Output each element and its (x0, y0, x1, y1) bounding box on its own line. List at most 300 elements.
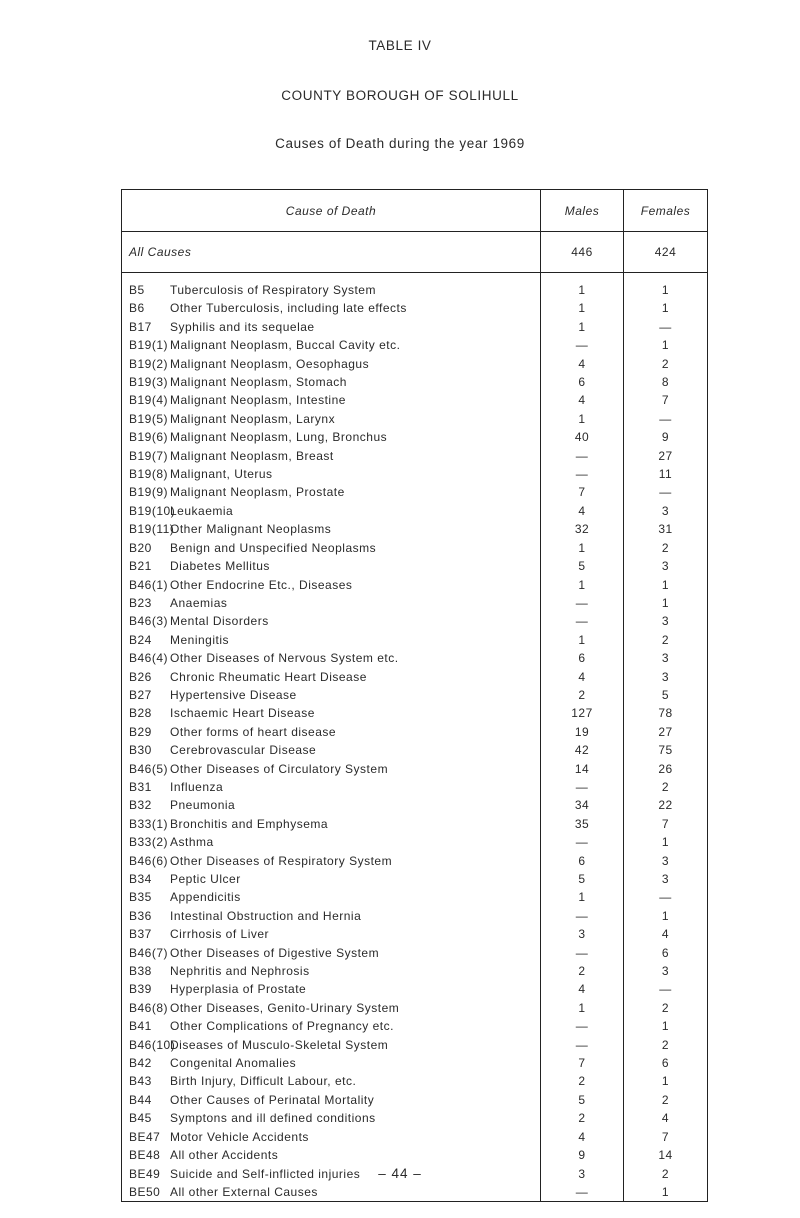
table-row (122, 502, 708, 520)
cause-name: Other Diseases of Nervous System etc. (170, 651, 399, 666)
cause-code: B46(5) (129, 761, 169, 776)
table-row (122, 299, 708, 317)
cause-name: Pneumonia (170, 798, 236, 813)
females-cell: 4 (624, 925, 708, 943)
males-cell: 1 (541, 539, 624, 557)
cause-code: B19(9) (129, 485, 169, 500)
males-cell: — (541, 447, 624, 465)
cause-cell (122, 925, 541, 943)
males-cell: 14 (541, 760, 624, 778)
females-cell: — (624, 483, 708, 501)
cause-code: B32 (129, 798, 152, 813)
females-cell: 1 (624, 594, 708, 612)
cause-code: B39 (129, 982, 152, 997)
authority-title: COUNTY BOROUGH OF SOLIHULL (281, 88, 519, 103)
cause-name: Cerebrovascular Disease (170, 743, 317, 758)
all-causes-females: 424 (624, 232, 708, 273)
cause-code: B24 (129, 632, 152, 647)
females-cell: 2 (624, 778, 708, 796)
table-row (122, 520, 708, 538)
table-row (122, 907, 708, 925)
females-cell: 6 (624, 944, 708, 962)
males-cell: 42 (541, 741, 624, 759)
females-cell: 75 (624, 741, 708, 759)
cause-cell (122, 870, 541, 888)
cause-name: Mental Disorders (170, 614, 269, 629)
males-cell: — (541, 778, 624, 796)
males-cell: 40 (541, 428, 624, 446)
cause-name: All other External Causes (170, 1184, 318, 1199)
table-row (122, 870, 708, 888)
cause-name: Suicide and Self-inflicted injuries (170, 1166, 361, 1181)
cause-code: B45 (129, 1111, 152, 1126)
cause-code: B23 (129, 595, 152, 610)
cause-cell (122, 1109, 541, 1127)
cause-cell (122, 723, 541, 741)
cause-cell (122, 410, 541, 428)
males-cell: — (541, 336, 624, 354)
table-row (122, 612, 708, 630)
cause-name: Cirrhosis of Liver (170, 927, 270, 942)
table-row (122, 1091, 708, 1109)
cause-name: Peptic Ulcer (170, 872, 241, 886)
cause-code: B19(4) (129, 393, 169, 408)
males-cell: 7 (541, 483, 624, 501)
cause-cell (122, 1072, 541, 1090)
cause-cell (122, 1183, 541, 1202)
males-cell: — (541, 1183, 624, 1202)
table-row (122, 447, 708, 465)
females-cell: 9 (624, 428, 708, 446)
females-cell: 7 (624, 815, 708, 833)
cause-code: B33(2) (129, 835, 169, 850)
cause-name: Other forms of heart disease (170, 724, 337, 739)
cause-code: B46(8) (129, 1000, 169, 1015)
cause-cell (122, 796, 541, 814)
cause-code: B46(4) (129, 651, 169, 666)
females-cell: 1 (624, 1183, 708, 1202)
cause-code: B20 (129, 540, 152, 555)
females-cell: 7 (624, 391, 708, 409)
males-cell: — (541, 944, 624, 962)
cause-code: B19(10) (129, 503, 176, 518)
table-row (122, 1036, 708, 1054)
cause-name: Malignant Neoplasm, Buccal Cavity etc. (170, 338, 401, 353)
females-cell: 1 (624, 833, 708, 851)
cause-cell (122, 465, 541, 483)
table-label: TABLE IV (368, 38, 432, 53)
table-row (122, 741, 708, 759)
females-cell: 27 (624, 723, 708, 741)
table-row (122, 428, 708, 446)
cause-code: B17 (129, 319, 152, 334)
table-row (122, 1054, 708, 1072)
cause-cell (122, 1036, 541, 1054)
males-cell: 19 (541, 723, 624, 741)
females-cell: 1 (624, 576, 708, 594)
table-row (122, 723, 708, 741)
cause-code: B42 (129, 1056, 152, 1071)
causes-of-death-table (121, 189, 708, 1202)
males-cell: 127 (541, 704, 624, 722)
cause-cell (122, 980, 541, 998)
cause-code: B19(8) (129, 467, 169, 482)
table-row (122, 962, 708, 980)
table-row (122, 318, 708, 336)
cause-cell (122, 686, 541, 704)
males-cell: 4 (541, 502, 624, 520)
table-row (122, 999, 708, 1017)
table-row (122, 815, 708, 833)
cause-code: B43 (129, 1074, 152, 1089)
females-cell: 27 (624, 447, 708, 465)
table-row (122, 852, 708, 870)
cause-name: Other Endocrine Etc., Diseases (170, 577, 353, 592)
cause-name: Diabetes Mellitus (170, 559, 270, 574)
cause-code: B33(1) (129, 816, 169, 831)
cause-name: Other Complications of Pregnancy etc. (170, 1019, 394, 1034)
cause-cell (122, 1054, 541, 1072)
males-cell: 2 (541, 686, 624, 704)
males-cell: 6 (541, 852, 624, 870)
females-cell: 22 (624, 796, 708, 814)
males-cell: 4 (541, 980, 624, 998)
cause-cell (122, 999, 541, 1017)
males-cell: 34 (541, 796, 624, 814)
cause-cell (122, 520, 541, 538)
cause-name: Other Diseases of Digestive System (170, 945, 380, 960)
females-cell: — (624, 888, 708, 906)
table-row (122, 1109, 708, 1127)
cause-cell (122, 907, 541, 925)
cause-name: Other Diseases of Respiratory System (170, 853, 393, 868)
females-cell: 3 (624, 502, 708, 520)
table-row (122, 760, 708, 778)
females-cell: 3 (624, 962, 708, 980)
cause-name: Diseases of Musculo-Skeletal System (170, 1037, 389, 1052)
cause-code: B19(2) (129, 356, 169, 371)
cause-cell (122, 778, 541, 796)
cause-cell (122, 576, 541, 594)
cause-name: Malignant Neoplasm, Prostate (170, 485, 345, 500)
females-cell: 26 (624, 760, 708, 778)
males-cell: 3 (541, 925, 624, 943)
cause-name: Nephritis and Nephrosis (170, 964, 310, 979)
table-row (122, 925, 708, 943)
males-cell: 6 (541, 373, 624, 391)
cause-code: B27 (129, 687, 152, 702)
table-row (122, 1072, 708, 1090)
females-cell: 1 (624, 1017, 708, 1035)
page-number: – 44 – (378, 1166, 422, 1181)
cause-code: B46(7) (129, 945, 169, 960)
females-cell: 8 (624, 373, 708, 391)
cause-code: B38 (129, 964, 152, 979)
cause-cell (122, 299, 541, 317)
all-causes-label: All Causes (122, 232, 541, 273)
table-row (122, 1183, 708, 1202)
cause-name: Tuberculosis of Respiratory System (170, 283, 376, 297)
males-cell: 9 (541, 1146, 624, 1164)
males-cell: 3 (541, 1165, 624, 1183)
cause-code: BE49 (129, 1166, 161, 1181)
cause-code: B19(7) (129, 448, 169, 463)
males-cell: 2 (541, 1109, 624, 1127)
table-row (122, 594, 708, 612)
table-row (122, 281, 708, 299)
cause-code: B37 (129, 927, 152, 942)
table-header-row (122, 190, 708, 232)
table-row (122, 704, 708, 722)
cause-code: B30 (129, 743, 152, 758)
table-row (122, 373, 708, 391)
cause-code: B21 (129, 559, 152, 574)
table-row (122, 1146, 708, 1164)
table-row (122, 1017, 708, 1035)
cause-cell (122, 944, 541, 962)
cause-code: B46(6) (129, 853, 169, 868)
table-row (122, 796, 708, 814)
males-cell: — (541, 1017, 624, 1035)
cause-name: Birth Injury, Difficult Labour, etc. (170, 1074, 357, 1089)
females-cell: 3 (624, 852, 708, 870)
cause-code: B6 (129, 301, 145, 316)
cause-code: B46(10) (129, 1037, 176, 1052)
cause-cell (122, 668, 541, 686)
females-cell: 2 (624, 1091, 708, 1109)
document-subtitle: Causes of Death during the year 1969 (275, 136, 525, 151)
cause-code: B44 (129, 1092, 152, 1107)
table-row (122, 483, 708, 501)
males-cell: 4 (541, 668, 624, 686)
cause-cell (122, 428, 541, 446)
males-cell: 35 (541, 815, 624, 833)
males-cell: 5 (541, 557, 624, 575)
females-cell: 2 (624, 1165, 708, 1183)
males-cell: 32 (541, 520, 624, 538)
cause-cell (122, 1146, 541, 1164)
females-cell: 3 (624, 612, 708, 630)
females-cell: 1 (624, 336, 708, 354)
females-cell: 2 (624, 355, 708, 373)
cause-name: Malignant, Uterus (170, 467, 273, 482)
males-cell: 1 (541, 299, 624, 317)
females-cell: 5 (624, 686, 708, 704)
females-cell: 2 (624, 1036, 708, 1054)
table-row (122, 649, 708, 667)
males-cell: — (541, 594, 624, 612)
spacer-row (122, 273, 708, 282)
cause-name: Asthma (170, 835, 214, 850)
males-cell: 5 (541, 870, 624, 888)
females-cell: 3 (624, 870, 708, 888)
table-row (122, 557, 708, 575)
cause-name: Congenital Anomalies (170, 1056, 297, 1071)
cause-cell (122, 336, 541, 354)
males-cell: 1 (541, 999, 624, 1017)
males-cell: — (541, 612, 624, 630)
females-cell: 31 (624, 520, 708, 538)
table-row (122, 980, 708, 998)
cause-name: Intestinal Obstruction and Hernia (170, 908, 362, 923)
table-row (122, 833, 708, 851)
table-row (122, 410, 708, 428)
table-row (122, 778, 708, 796)
cause-code: B19(11) (129, 522, 175, 537)
cause-cell (122, 833, 541, 851)
females-column-header: Females (624, 190, 708, 232)
cause-name: Other Tuberculosis, including late effects (170, 301, 407, 316)
cause-code: B35 (129, 890, 152, 905)
cause-cell (122, 1091, 541, 1109)
table-row (122, 1128, 708, 1146)
cause-cell (122, 852, 541, 870)
table-row (122, 539, 708, 557)
cause-code: B5 (129, 283, 145, 297)
cause-code: BE48 (129, 1148, 161, 1163)
cause-code: B19(6) (129, 430, 169, 445)
cause-code: B19(3) (129, 375, 169, 390)
cause-name: Chronic Rheumatic Heart Disease (170, 669, 367, 684)
cause-cell (122, 373, 541, 391)
cause-code: B28 (129, 706, 152, 721)
cause-code: B19(5) (129, 411, 169, 426)
all-causes-males: 446 (541, 232, 624, 273)
cause-name: Anaemias (170, 595, 228, 610)
table-row (122, 465, 708, 483)
females-cell: 6 (624, 1054, 708, 1072)
females-cell: 1 (624, 281, 708, 299)
cause-name: Appendicitis (170, 890, 241, 905)
cause-name: Leukaemia (170, 503, 234, 518)
cause-cell (122, 612, 541, 630)
females-cell: 14 (624, 1146, 708, 1164)
cause-code: B41 (129, 1019, 152, 1034)
females-cell: 1 (624, 907, 708, 925)
table-row (122, 391, 708, 409)
females-cell: 2 (624, 631, 708, 649)
cause-code: B31 (129, 779, 152, 794)
females-cell: 4 (624, 1109, 708, 1127)
females-cell: — (624, 980, 708, 998)
cause-code: B34 (129, 872, 152, 886)
cause-name: Other Malignant Neoplasms (170, 522, 332, 537)
cause-name: Benign and Unspecified Neoplasms (170, 540, 377, 555)
cause-cell (122, 962, 541, 980)
females-cell: 7 (624, 1128, 708, 1146)
males-cell: 1 (541, 410, 624, 428)
cause-cell (122, 557, 541, 575)
females-cell: 2 (624, 999, 708, 1017)
cause-cell (122, 483, 541, 501)
cause-cell (122, 760, 541, 778)
females-cell: 2 (624, 539, 708, 557)
females-cell: 3 (624, 557, 708, 575)
cause-name: Malignant Neoplasm, Intestine (170, 393, 346, 408)
cause-column-header: Cause of Death (122, 190, 541, 232)
males-cell: — (541, 907, 624, 925)
cause-cell (122, 502, 541, 520)
cause-cell (122, 355, 541, 373)
cause-cell (122, 649, 541, 667)
cause-cell (122, 741, 541, 759)
females-cell: 1 (624, 299, 708, 317)
table-row (122, 355, 708, 373)
males-cell: 4 (541, 391, 624, 409)
females-cell: 11 (624, 465, 708, 483)
males-cell: — (541, 1036, 624, 1054)
females-cell: 78 (624, 704, 708, 722)
cause-name: Hyperplasia of Prostate (170, 982, 307, 997)
all-causes-row (122, 232, 708, 273)
cause-name: Other Diseases, Genito-Urinary System (170, 1000, 400, 1015)
cause-name: Symptons and ill defined conditions (170, 1111, 376, 1126)
cause-cell (122, 704, 541, 722)
table-row (122, 686, 708, 704)
table-row (122, 576, 708, 594)
table-row (122, 336, 708, 354)
cause-name: Malignant Neoplasm, Lung, Bronchus (170, 430, 388, 445)
cause-code: B46(3) (129, 614, 169, 629)
females-cell: 1 (624, 1072, 708, 1090)
cause-name: Malignant Neoplasm, Larynx (170, 411, 336, 426)
females-cell: — (624, 410, 708, 428)
cause-cell (122, 594, 541, 612)
males-cell: — (541, 833, 624, 851)
cause-name: Other Causes of Perinatal Mortality (170, 1092, 375, 1107)
cause-cell (122, 539, 541, 557)
females-cell: — (624, 318, 708, 336)
cause-name: Influenza (170, 779, 224, 794)
table-row (122, 888, 708, 906)
males-cell: 2 (541, 962, 624, 980)
cause-name: Malignant Neoplasm, Oesophagus (170, 356, 370, 371)
males-cell: 5 (541, 1091, 624, 1109)
cause-name: Meningitis (170, 632, 230, 647)
cause-cell (122, 447, 541, 465)
cause-code: B26 (129, 669, 152, 684)
males-cell: 1 (541, 888, 624, 906)
table-row (122, 631, 708, 649)
males-cell: 2 (541, 1072, 624, 1090)
cause-cell (122, 815, 541, 833)
females-cell: 3 (624, 668, 708, 686)
cause-name: Malignant Neoplasm, Stomach (170, 375, 347, 390)
males-cell: — (541, 465, 624, 483)
cause-cell (122, 391, 541, 409)
cause-name: Motor Vehicle Accidents (170, 1129, 309, 1144)
males-cell: 1 (541, 576, 624, 594)
cause-name: Syphilis and its sequelae (170, 319, 315, 334)
cause-name: Hypertensive Disease (170, 687, 297, 702)
males-cell: 4 (541, 1128, 624, 1146)
cause-name: Malignant Neoplasm, Breast (170, 448, 334, 463)
males-cell: 1 (541, 631, 624, 649)
males-cell: 1 (541, 281, 624, 299)
cause-name: All other Accidents (170, 1148, 279, 1163)
cause-code: B29 (129, 724, 152, 739)
cause-name: Other Diseases of Circulatory System (170, 761, 389, 776)
cause-cell (122, 318, 541, 336)
cause-cell (122, 1017, 541, 1035)
table-row (122, 944, 708, 962)
cause-code: BE50 (129, 1184, 161, 1199)
females-cell: 3 (624, 649, 708, 667)
cause-cell (122, 888, 541, 906)
cause-name: Ischaemic Heart Disease (170, 706, 315, 721)
males-cell: 1 (541, 318, 624, 336)
table-row (122, 668, 708, 686)
